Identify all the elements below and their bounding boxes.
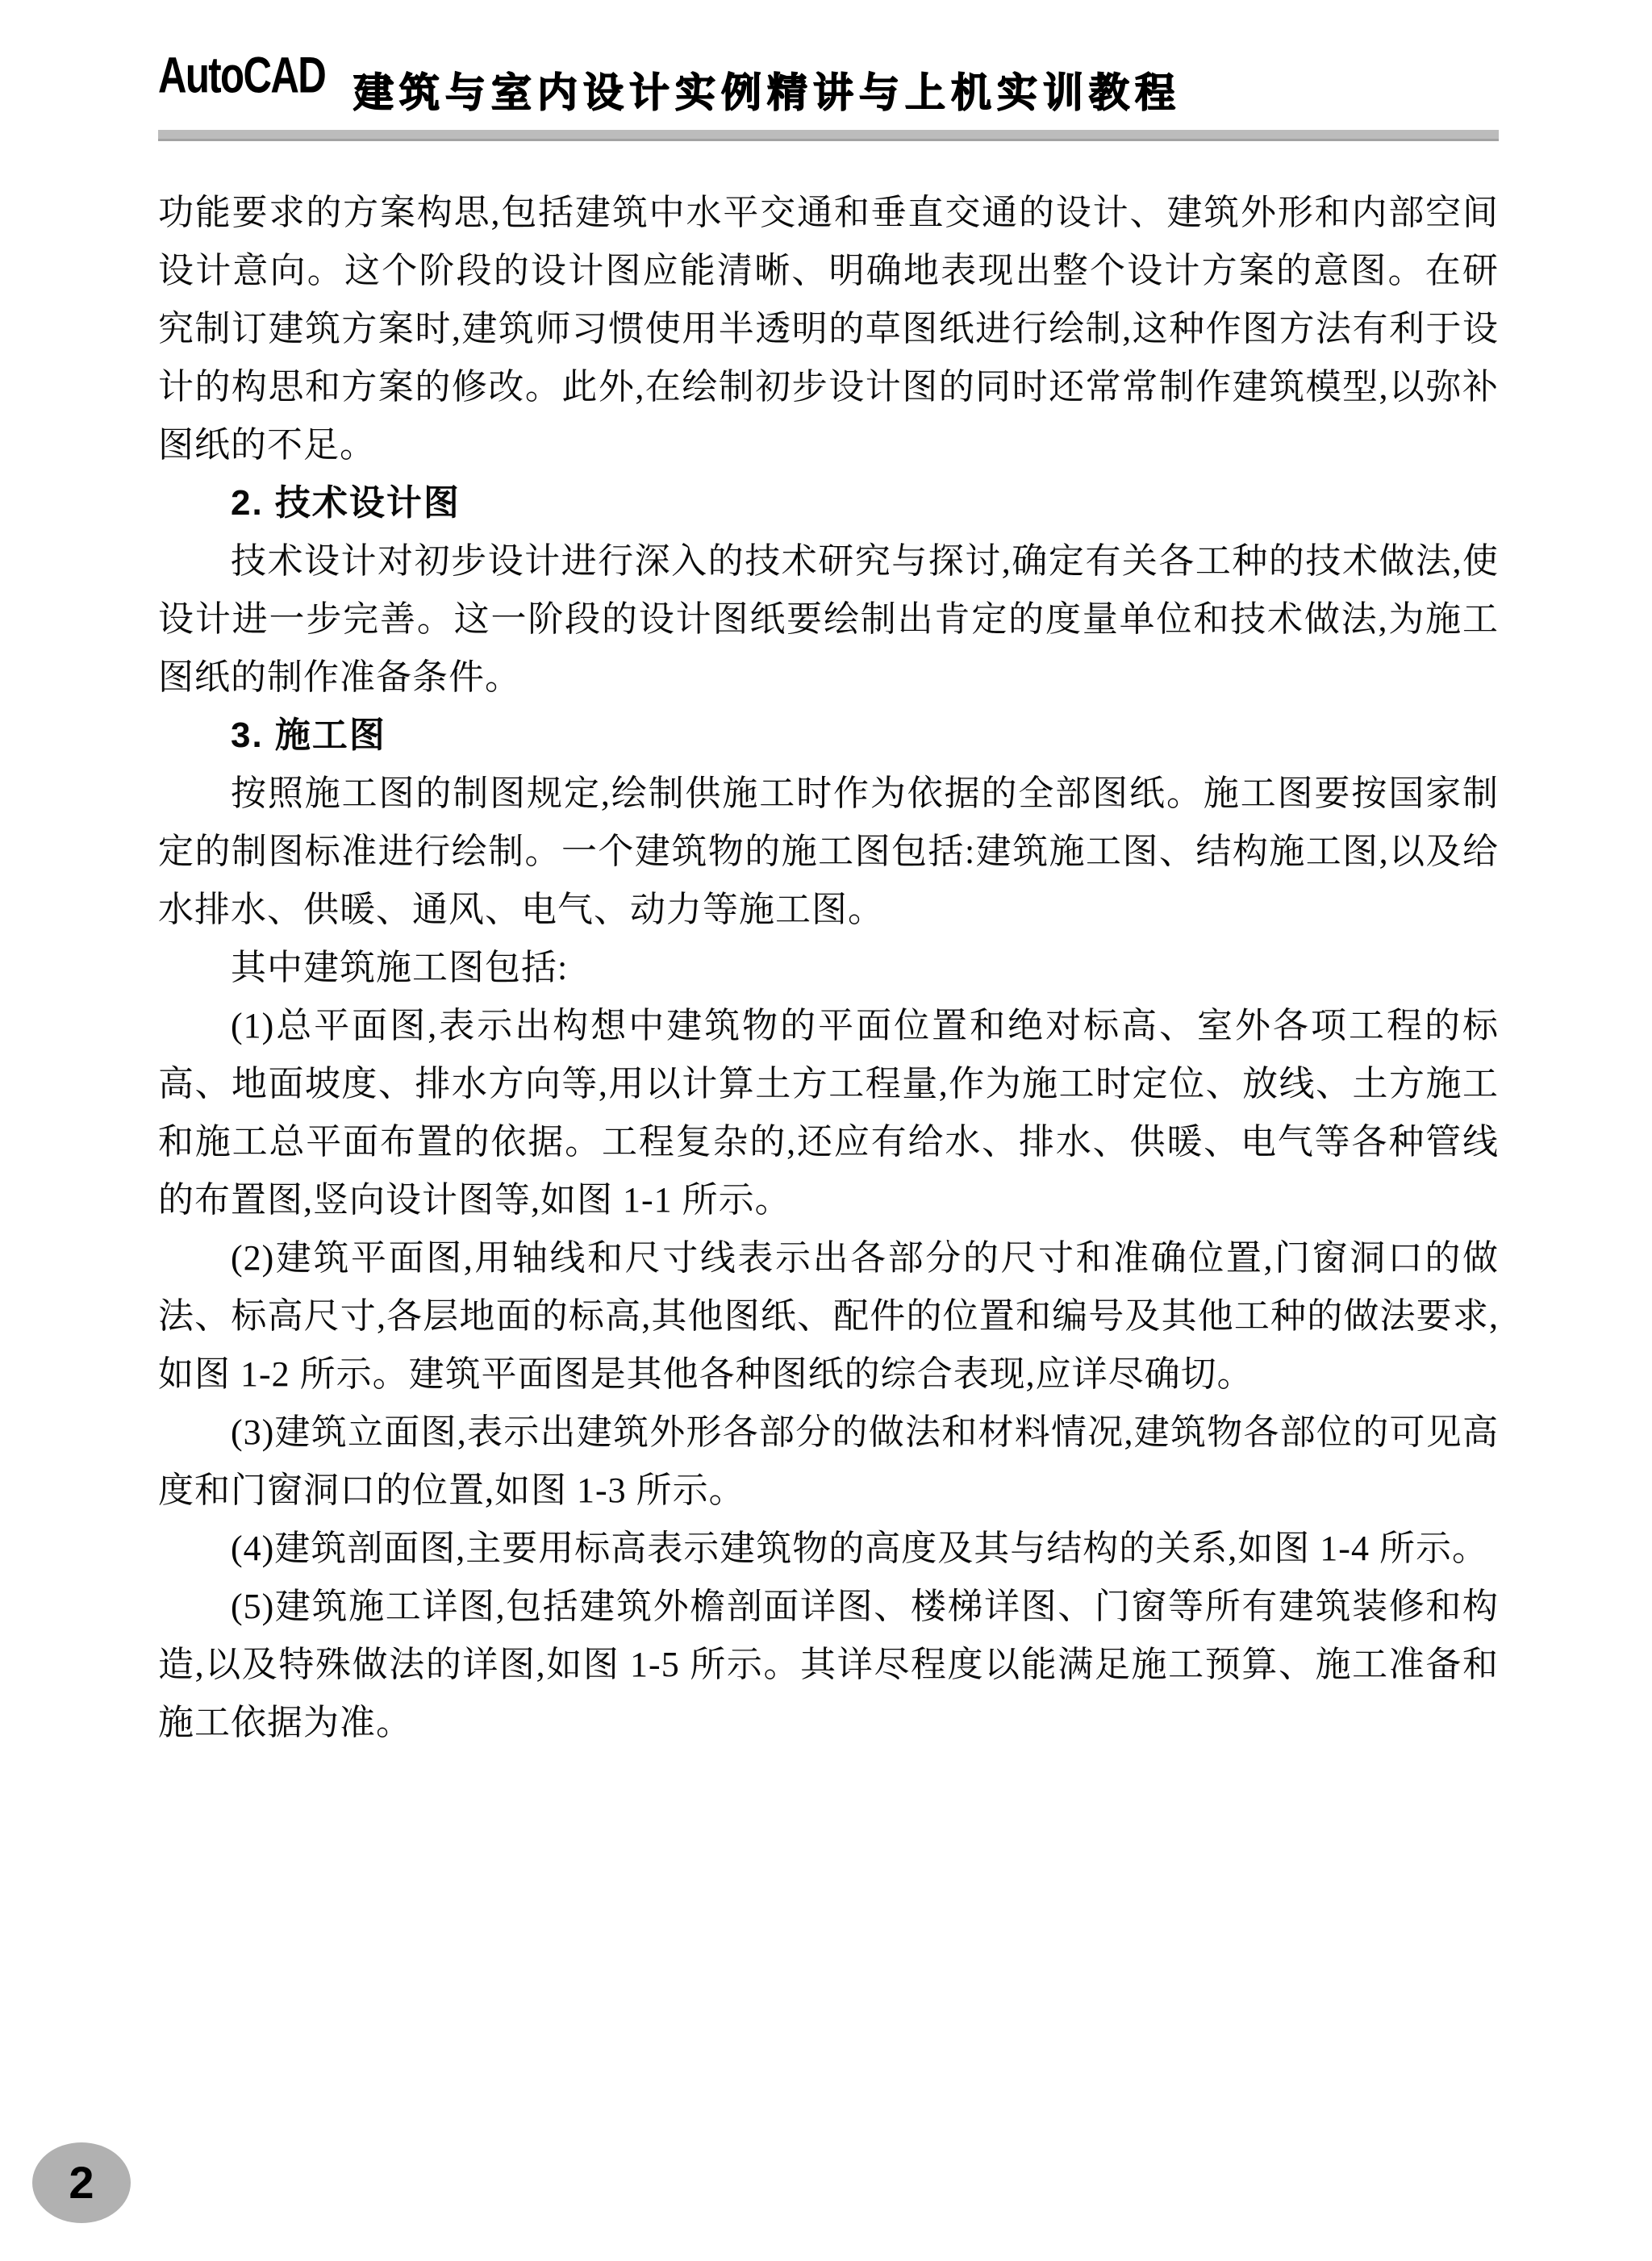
paragraph: 其中建筑施工图包括: [231,948,569,987]
paragraph: 功能要求的方案构思,包括建筑中水平交通和垂直交通的设计、建筑外形和内部空间设计意向。这个阶段的设计图应能清晰、明确地表现出整个设计方案的意图。在研究制订建筑方案时,建筑师习惯使用半透明的草图纸进行绘制,这种作图方法有利于设计的构思和方案的修改。此外,在绘制初步设计图的同时还常常制作建筑模型,以弥补图纸的不足。 [158,193,1499,465]
page-number-badge [32,2142,131,2223]
section-heading: 3. 施工图 [231,715,386,755]
header-divider-bar [158,130,1499,141]
page-content [158,184,1499,1752]
paragraph: (3)建筑立面图,表示出建筑外形各部分的做法和材料情况,建筑物各部位的可见高度和门窗洞口的位置,如图 1-3 所示。 [158,1412,1499,1510]
paragraph: (2)建筑平面图,用轴线和尺寸线表示出各部分的尺寸和准确位置,门窗洞口的做法、标高尺寸,各层地面的标高,其他图纸、配件的位置和编号及其他工种的做法要求,如图 1-2 所示。建筑平面图是其他各种图纸的综合表现,应详尽确切。 [158,1238,1499,1394]
page-title: 建筑与室内设计实例精讲与上机实训教程 [353,70,1181,115]
paragraph: 技术设计对初步设计进行深入的技术研究与探讨,确定有关各工种的技术做法,使设计进一步完善。这一阶段的设计图纸要绘制出肯定的度量单位和技术做法,为施工图纸的制作准备条件。 [158,541,1499,697]
paragraph: 按照施工图的制图规定,绘制供施工时作为依据的全部图纸。施工图要按国家制定的制图标准进行绘制。一个建筑物的施工图包括:建筑施工图、结构施工图,以及给水排水、供暖、通风、电气、动力等施工图。 [158,774,1499,929]
autocad-logo: AutoCAD [158,46,326,104]
page-number: 2 [69,2157,94,2208]
paragraph: (5)建筑施工详图,包括建筑外檐剖面详图、楼梯详图、门窗等所有建筑装修和构造,以及特殊做法的详图,如图 1-5 所示。其详尽程度以能满足施工预算、施工准备和施工依据为准。 [158,1587,1499,1742]
section-heading: 2. 技术设计图 [231,483,461,523]
paragraph: (1)总平面图,表示出构想中建筑物的平面位置和绝对标高、室外各项工程的标高、地面坡度、排水方向等,用以计算土方工程量,作为施工时定位、放线、土方施工和施工总平面布置的依据。工程复杂的,还应有给水、排水、供暖、电气等各种管线的布置图,竖向设计图等,如图 1-1 所示。 [158,1006,1499,1220]
paragraph: (4)建筑剖面图,主要用标高表示建筑物的高度及其与结构的关系,如图 1-4 所示。 [231,1529,1488,1568]
